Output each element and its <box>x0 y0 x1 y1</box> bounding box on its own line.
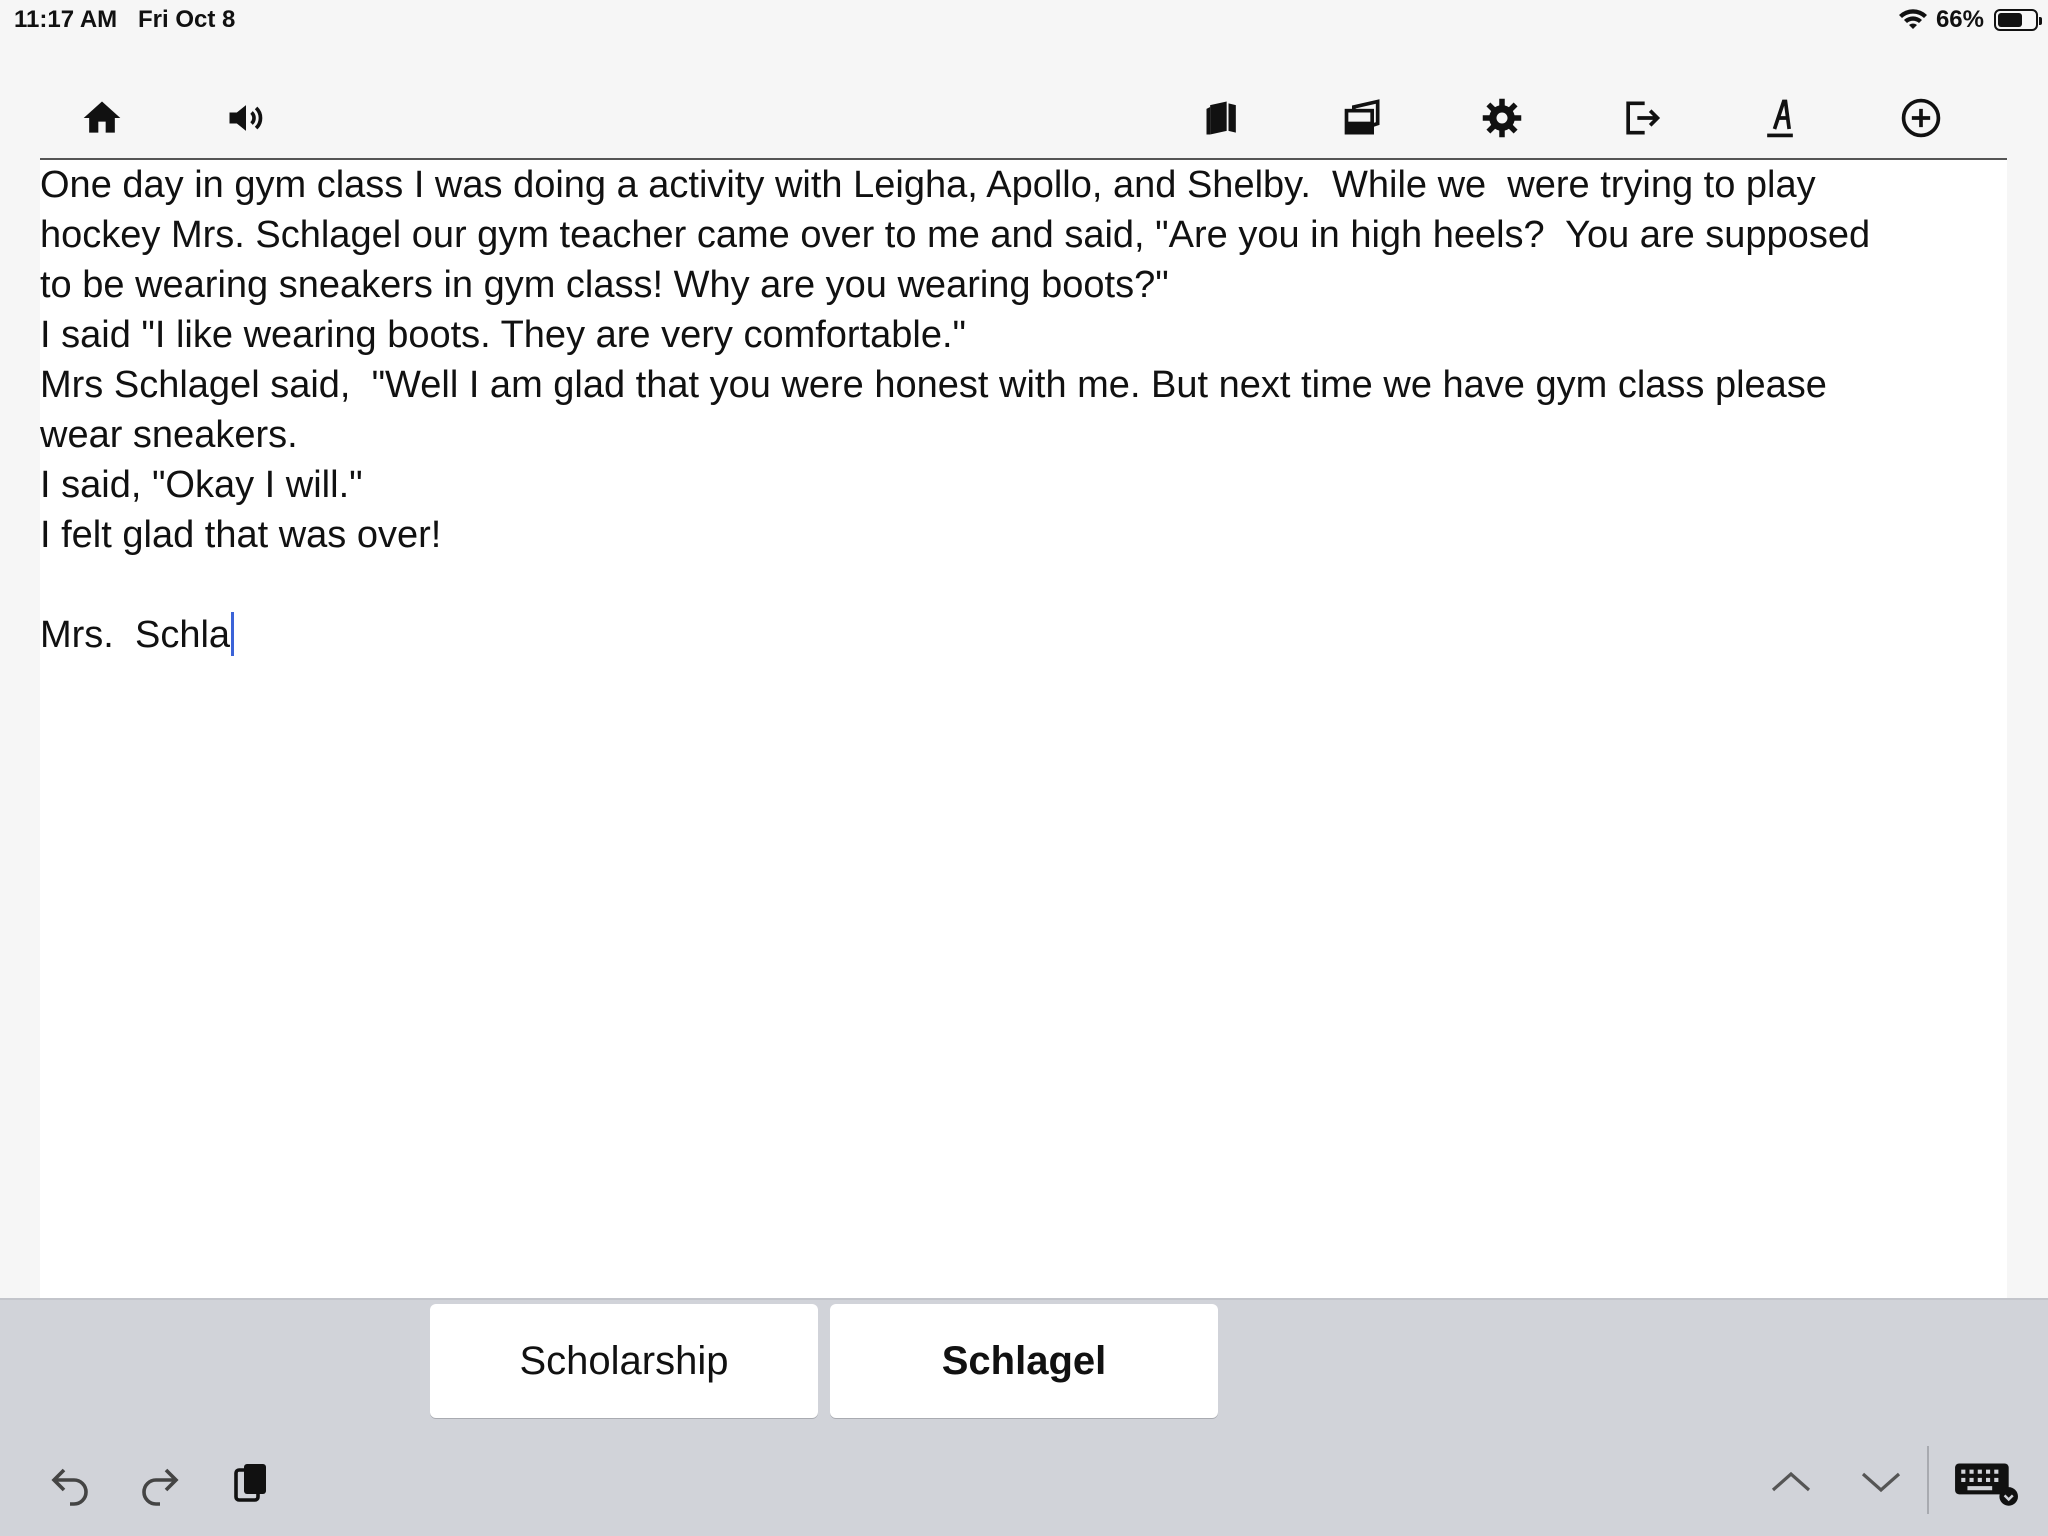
paste-button[interactable] <box>220 1452 280 1512</box>
wifi-icon <box>1898 8 1928 32</box>
undo-button[interactable] <box>40 1452 100 1512</box>
suggestion-button[interactable]: Scholarship <box>430 1304 818 1418</box>
status-bar <box>0 0 2048 40</box>
word-prediction-bar <box>0 1298 2048 1426</box>
chevron-down-icon <box>1857 1458 1905 1506</box>
editor-line[interactable]: I said "I like wearing boots. They are very comfortable." <box>40 314 967 356</box>
status-right <box>1898 6 2038 34</box>
display-icon <box>1341 96 1385 140</box>
library-icon <box>1201 96 1245 140</box>
editor-line[interactable]: I felt glad that was over! <box>40 514 442 556</box>
current-line-text[interactable]: Mrs. Schla <box>40 614 231 656</box>
keyboard-shortcut-bar <box>0 1424 2048 1536</box>
display-button[interactable] <box>1335 90 1391 146</box>
undo-icon <box>46 1458 94 1506</box>
speaker-icon <box>224 96 268 140</box>
paste-icon <box>226 1458 274 1506</box>
keyboard-icon <box>1953 1457 2019 1507</box>
editor-line[interactable]: I said, "Okay I will." <box>40 464 363 506</box>
previous-button[interactable] <box>1761 1452 1821 1512</box>
text-cursor <box>231 612 234 656</box>
battery-fill <box>1998 13 2022 27</box>
font-icon <box>1758 96 1802 140</box>
speak-button[interactable] <box>218 90 274 146</box>
export-button[interactable] <box>1613 90 1669 146</box>
editor-line-current[interactable] <box>40 610 2007 660</box>
library-button[interactable] <box>1195 90 1251 146</box>
home-icon <box>80 96 124 140</box>
document-editor[interactable] <box>40 160 2007 1298</box>
font-button[interactable] <box>1752 90 1808 146</box>
editor-line[interactable]: to be wearing sneakers in gym class! Why are you wearing boots?" <box>40 264 1169 306</box>
toolbar <box>40 80 2007 160</box>
redo-button[interactable] <box>130 1452 190 1512</box>
editor-line[interactable] <box>40 560 2007 610</box>
editor-line[interactable]: Mrs Schlagel said, "Well I am glad that you were honest with me. But next time we have gym class please <box>40 364 1827 406</box>
editor-line[interactable]: One day in gym class I was doing a activity with Leigha, Apollo, and Shelby. While we were trying to play <box>40 164 1816 206</box>
add-button[interactable] <box>1893 90 1949 146</box>
add-circle-icon <box>1899 96 1943 140</box>
suggestion-button-selected[interactable]: Schlagel <box>830 1304 1218 1418</box>
editor-text[interactable] <box>40 160 2007 660</box>
status-date: Fri Oct 8 <box>138 6 236 33</box>
toolbar-divider <box>1927 1446 1929 1514</box>
settings-button[interactable] <box>1474 90 1530 146</box>
editor-line[interactable]: hockey Mrs. Schlagel our gym teacher came over to me and said, "Are you in high heels? You are supposed <box>40 214 1871 256</box>
hide-keyboard-button[interactable] <box>1948 1452 2024 1512</box>
next-button[interactable] <box>1851 1452 1911 1512</box>
chevron-up-icon <box>1767 1458 1815 1506</box>
gear-icon <box>1480 96 1524 140</box>
battery-icon <box>1994 9 2038 31</box>
export-icon <box>1619 96 1663 140</box>
redo-icon <box>136 1458 184 1506</box>
home-button[interactable] <box>74 90 130 146</box>
battery-percent: 66% <box>1935 6 1984 33</box>
status-time: 11:17 AM <box>14 6 118 33</box>
editor-line[interactable]: wear sneakers. <box>40 414 298 456</box>
